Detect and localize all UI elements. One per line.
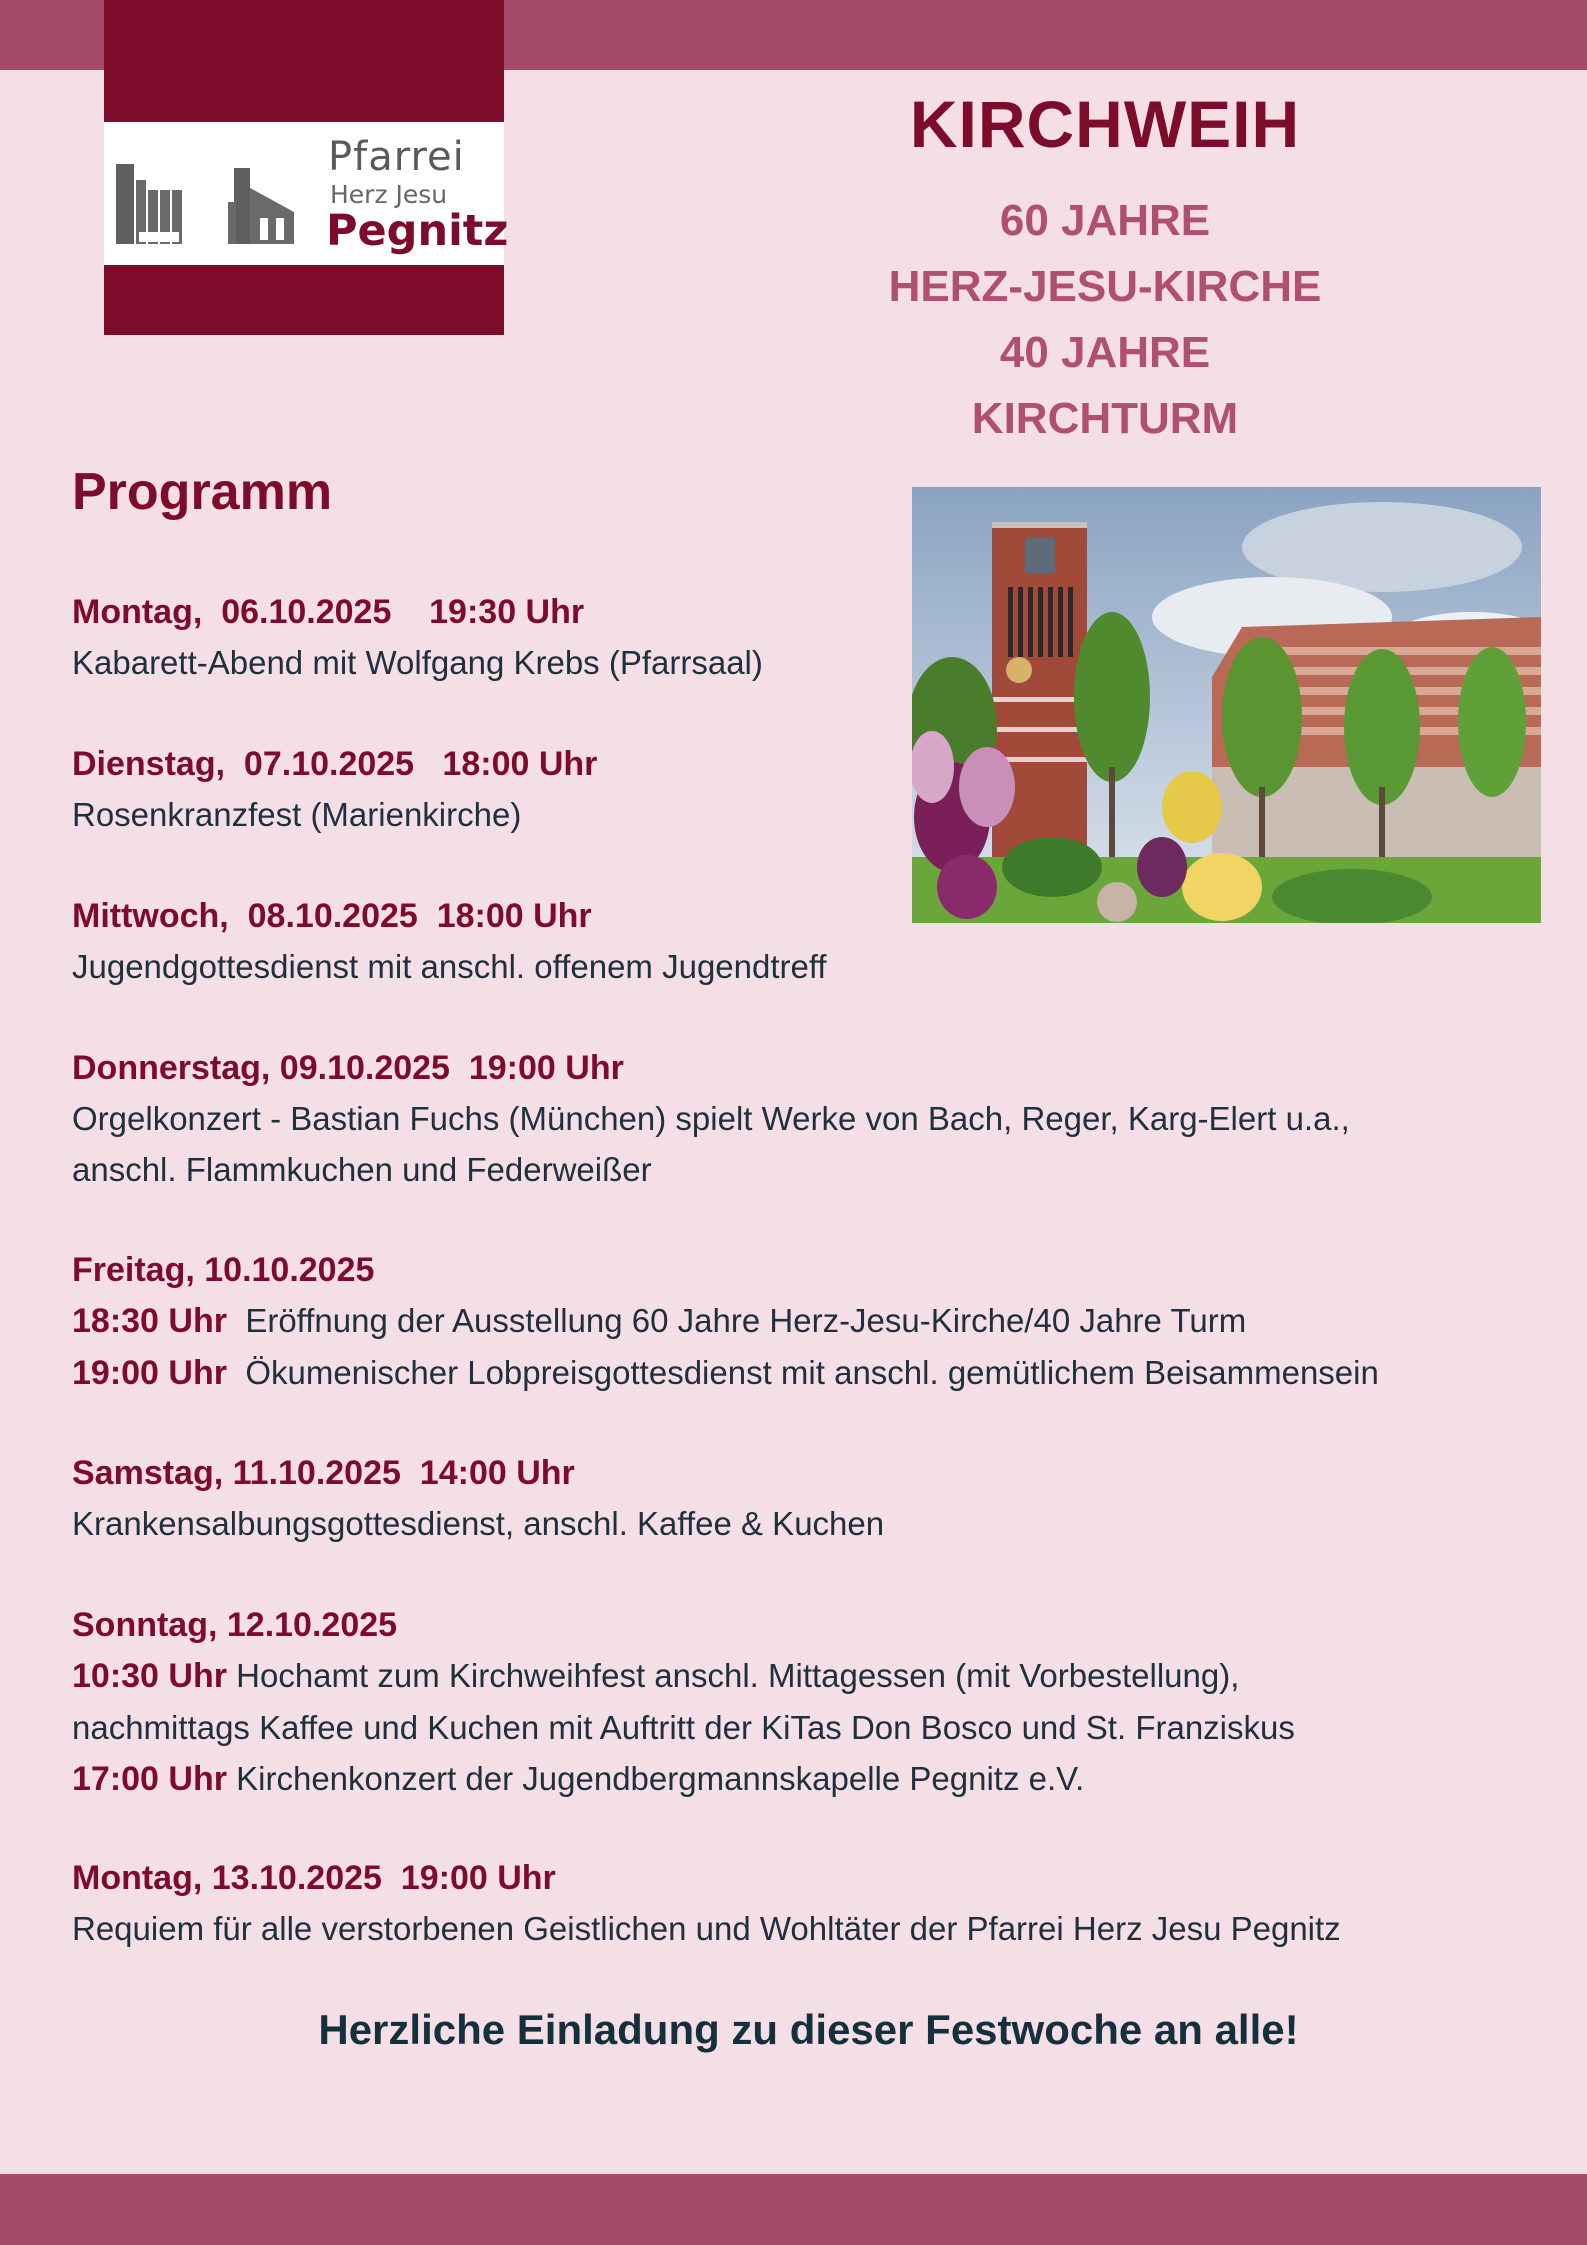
event-date: Montag, 06.10.2025 19:30 Uhr: [72, 593, 585, 631]
event-date: Donnerstag, 09.10.2025 19:00 Uhr: [72, 1049, 624, 1087]
event-description: [72, 1498, 884, 1549]
event-description: [72, 1295, 1379, 1347]
church-buildings-icon: [116, 154, 316, 250]
event-tuesday-07: [72, 739, 597, 840]
event-text: Ökumenischer Lobpreisgottesdienst mit anschl. gemütlichem Beisammensein: [245, 1354, 1379, 1391]
event-text: Kabarett-Abend mit Wolfgang Krebs (Pfarrsaal): [72, 644, 763, 681]
event-date: Samstag, 11.10.2025 14:00 Uhr: [72, 1454, 575, 1492]
bottom-band: [0, 2174, 1587, 2245]
event-text: Requiem für alle verstorbenen Geistlichen und Wohltäter der Pfarrei Herz Jesu Pegnitz: [72, 1910, 1341, 1947]
subtitle-line: 60 JAHRE: [999, 196, 1211, 245]
event-description: [72, 1903, 1341, 1954]
event-date: Mittwoch, 08.10.2025 18:00 Uhr: [72, 897, 592, 935]
event-description: [72, 1753, 1295, 1805]
event-friday-10: [72, 1245, 1379, 1399]
event-saturday-11: [72, 1448, 884, 1549]
subtitle-line: HERZ-JESU-KIRCHE: [888, 262, 1322, 311]
page-title: KIRCHWEIH: [909, 87, 1301, 161]
event-text: Orgelkonzert - Bastian Fuchs (München) spielt Werke von Bach, Reger, Karg-Elert u.a.,: [72, 1100, 1350, 1137]
event-time: 18:30 Uhr: [72, 1302, 227, 1340]
logo-text-pfarrei: Pfarrei: [328, 134, 465, 180]
parish-logo: [104, 0, 509, 335]
event-time: 19:00 Uhr: [72, 1354, 227, 1392]
event-description: [72, 637, 763, 688]
event-wednesday-08: [72, 891, 827, 992]
event-text: Rosenkranzfest (Marienkirche): [72, 796, 522, 833]
event-time: 10:30 Uhr: [72, 1657, 227, 1695]
event-text: Eröffnung der Ausstellung 60 Jahre Herz-Jesu-Kirche/40 Jahre Turm: [245, 1302, 1247, 1339]
event-description: [72, 789, 597, 840]
event-text: Kirchenkonzert der Jugendbergmannskapelle Pegnitz e.V.: [236, 1760, 1085, 1797]
church-photo: [912, 487, 1541, 923]
event-description: [72, 1144, 1350, 1195]
subtitle-line: 40 JAHRE: [999, 328, 1211, 377]
event-monday-13: [72, 1853, 1341, 1954]
logo-text-pegnitz: Pegnitz: [326, 206, 509, 256]
subtitle-line: KIRCHTURM: [971, 394, 1239, 443]
closing-invitation: Herzliche Einladung zu dieser Festwoche an alle!: [318, 2006, 1299, 2053]
event-thursday-09: [72, 1043, 1350, 1195]
event-monday-06: [72, 587, 763, 688]
event-date: Montag, 13.10.2025 19:00 Uhr: [72, 1859, 556, 1897]
event-time: 17:00 Uhr: [72, 1760, 227, 1798]
logo-plate: [104, 122, 509, 265]
logo-text-herz-jesu: Herz Jesu: [330, 180, 448, 209]
event-text: anschl. Flammkuchen und Federweißer: [72, 1151, 652, 1188]
event-text: Jugendgottesdienst mit anschl. offenem Jugendtreff: [72, 948, 827, 985]
event-description: [72, 1347, 1379, 1399]
event-text: Krankensalbungsgottesdienst, anschl. Kaffee & Kuchen: [72, 1505, 885, 1542]
event-text: Hochamt zum Kirchweihfest anschl. Mittagessen (mit Vorbestellung),: [236, 1657, 1240, 1694]
event-text: nachmittags Kaffee und Kuchen mit Auftritt der KiTas Don Bosco und St. Franziskus: [72, 1709, 1295, 1746]
event-description: [72, 1650, 1295, 1702]
event-date: Freitag, 10.10.2025: [72, 1251, 375, 1289]
event-sunday-12: [72, 1600, 1295, 1805]
event-description: [72, 1702, 1295, 1753]
anniversary-subtitles: [820, 188, 1390, 452]
event-date: Dienstag, 07.10.2025 18:00 Uhr: [72, 745, 598, 783]
event-date: Sonntag, 12.10.2025: [72, 1606, 398, 1644]
program-heading: Programm: [72, 463, 333, 521]
event-description: [72, 1093, 1350, 1144]
event-description: [72, 941, 827, 992]
